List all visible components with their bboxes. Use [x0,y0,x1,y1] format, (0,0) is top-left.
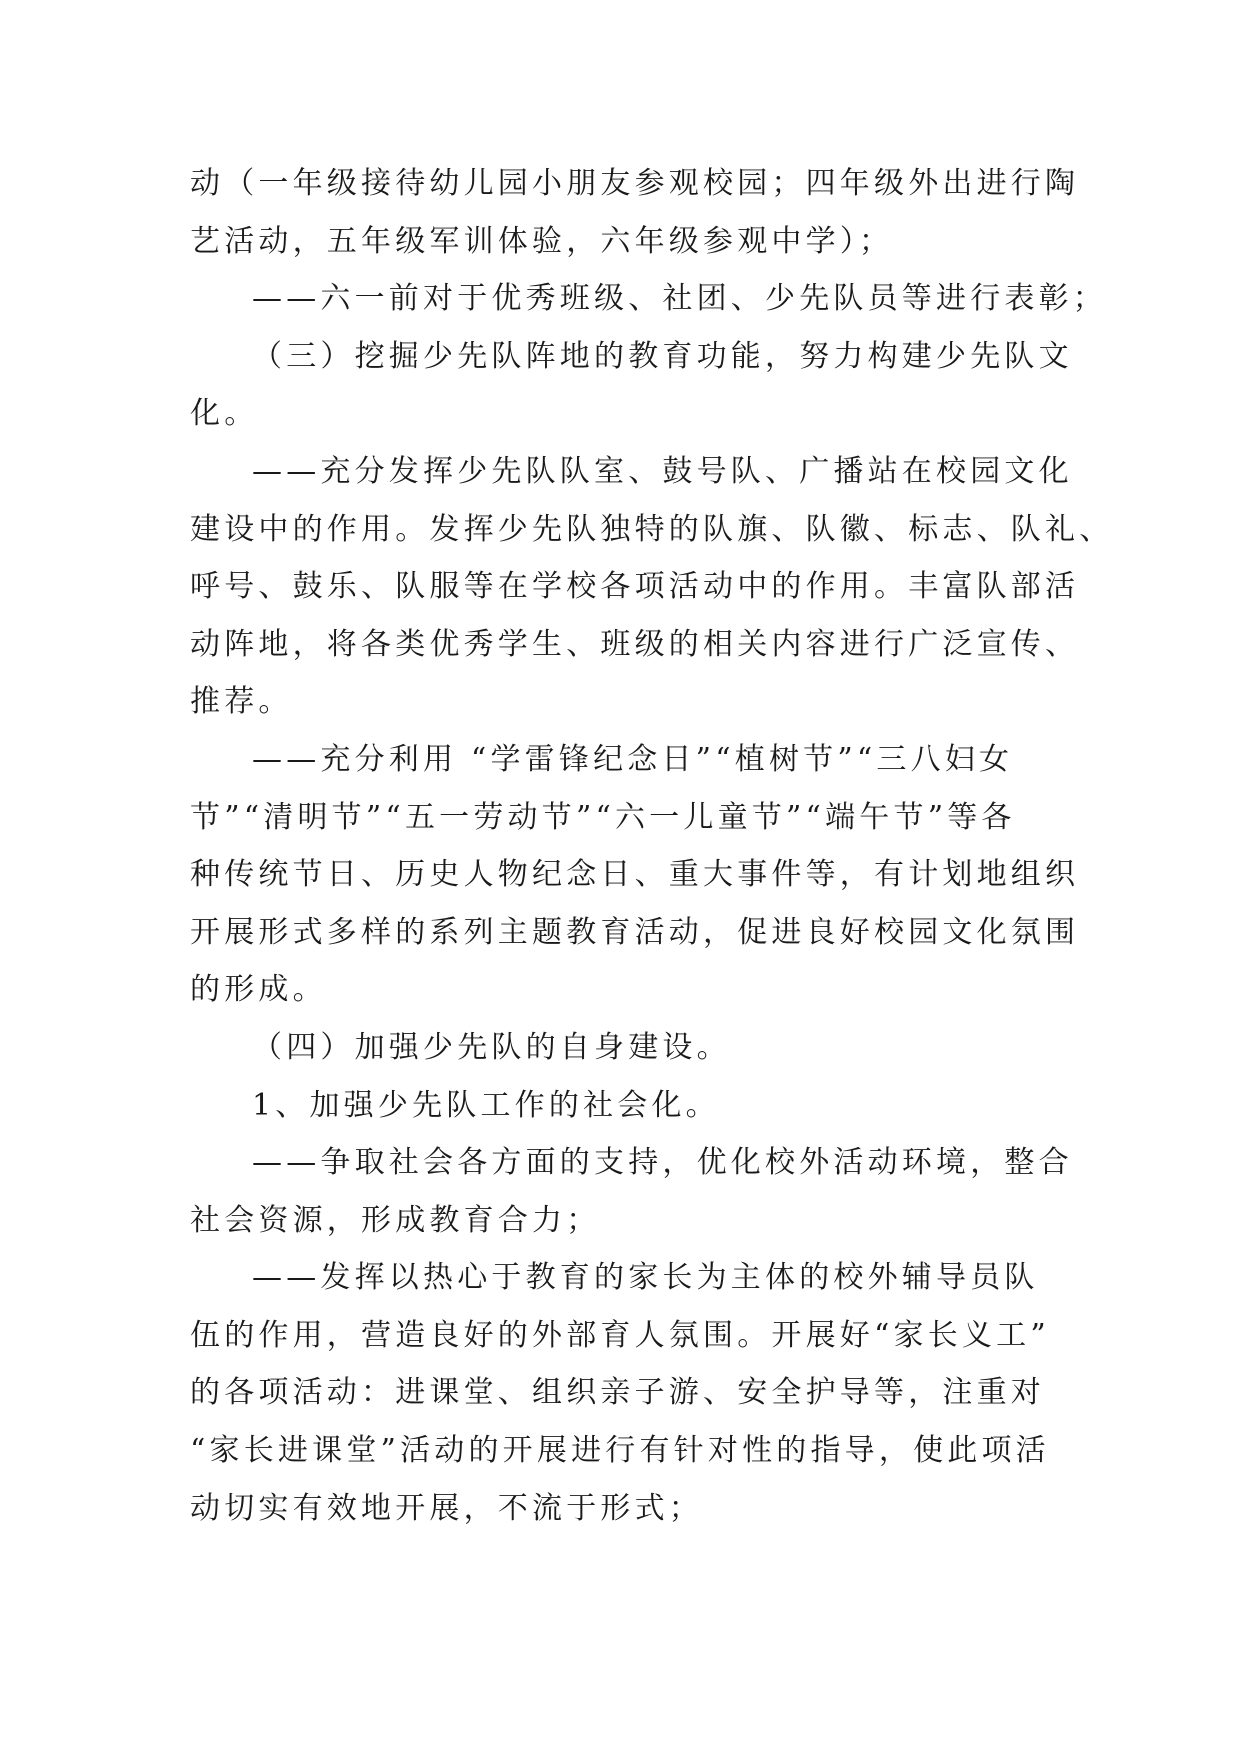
section-heading: （四）加强少先队的自身建设。 [252,1029,731,1065]
text-line: 种传统节日、历史人物纪念日、重大事件等，有计划地组织 [190,857,1080,893]
text-line: 动阵地，将各类优秀学生、班级的相关内容进行广泛宣传、 [190,626,1080,662]
text-line: 化。 [190,396,259,432]
text-line: ——争取社会各方面的支持，优化校外活动环境，整合 [252,1145,1073,1181]
body-text [190,155,1114,1537]
text-line: “家长进课堂”活动的开展进行有针对性的指导，使此项活 [190,1433,1050,1469]
text-line: 节”“清明节”“五一劳动节”“六一儿童节”“端午节”等各 [190,799,1016,835]
text-line: ——充分利用 “学雷锋纪念日”“植树节”“三八妇女 [252,741,1014,777]
text-line: ——发挥以热心于教育的家长为主体的校外辅导员队 [252,1260,1039,1296]
subsection-heading: 1、加强少先队工作的社会化。 [252,1087,720,1123]
text-line: 开展形式多样的系列主题教育活动，促进良好校园文化氛围 [190,914,1080,950]
text-line: 呼号、鼓乐、队服等在学校各项活动中的作用。丰富队部活 [190,569,1080,605]
text-line: 的形成。 [190,972,327,1008]
text-line: 伍的作用，营造良好的外部育人氛围。开展好“家长义工” [190,1317,1050,1353]
text-line: 的各项活动：进课堂、组织亲子游、安全护导等，注重对 [190,1375,1045,1411]
text-line: 社会资源，形成教育合力； [190,1202,601,1238]
text-line: 推荐。 [190,684,293,720]
text-line: 动（一年级接待幼儿园小朋友参观校园；四年级外出进行陶 [190,166,1080,201]
section-heading: （三）挖掘少先队阵地的教育功能，努力构建少先队文 [252,338,1073,374]
text-line: 建设中的作用。发挥少先队独特的队旗、队徽、标志、队礼、 [190,511,1114,547]
text-line: 动切实有效地开展，不流于形式； [190,1490,703,1526]
text-line: 艺活动，五年级军训体验，六年级参观中学）； [190,223,894,259]
text-line: ——六一前对于优秀班级、社团、少先队员等进行表彰； [252,281,1107,317]
text-line: ——充分发挥少先队队室、鼓号队、广播站在校园文化 [252,453,1073,489]
